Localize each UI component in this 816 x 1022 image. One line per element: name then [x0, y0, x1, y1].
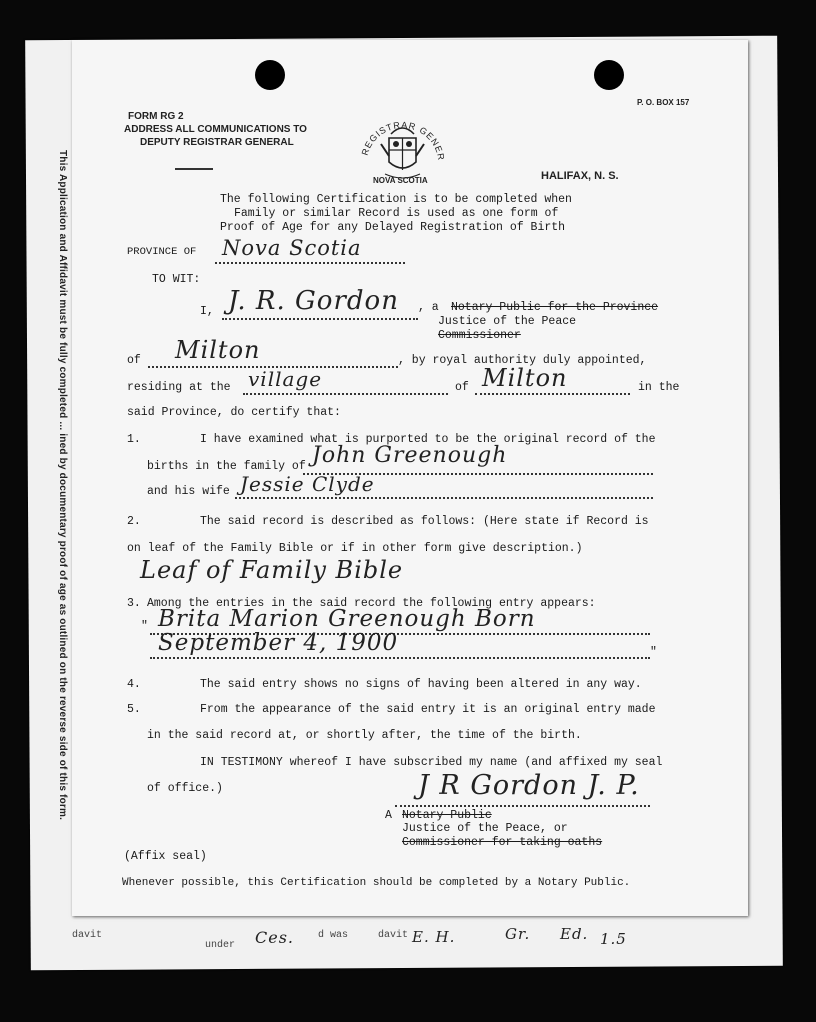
i-label: I, [200, 305, 214, 318]
item2-text: on leaf of the Family Bible or if in other form give description.) [127, 542, 583, 555]
notary-prefix: , a [418, 301, 439, 314]
strip-text: Ces. [255, 928, 295, 947]
side-note: This Application and Affidavit must be fully completed ... ined by documentary proof of age as outlined on the reverse side of this form. [57, 150, 68, 821]
po-box: P. O. BOX 157 [637, 98, 690, 107]
province-label: PROVINCE OF [127, 246, 197, 258]
sig-notary-struck: Notary Public [402, 809, 492, 822]
mother-name: Jessie Clyde [240, 472, 375, 496]
item3-text: 3. [127, 597, 141, 610]
strip-text: Ed. [560, 925, 589, 943]
item3-text: Among the entries in the said record the following entry appears: [147, 597, 596, 610]
divider [175, 168, 213, 170]
signature: J R Gordon J. P. [418, 770, 640, 801]
of-value: Milton [175, 336, 261, 364]
fill-line [243, 393, 448, 395]
justice-label: Justice of the Peace [438, 315, 577, 328]
svg-text:REGISTRAR GENERAL [355, 100, 446, 162]
close-quote: " [650, 646, 657, 659]
testimony-text: of office.) [147, 782, 223, 795]
father-name: John Greenough [312, 443, 508, 468]
footer-note: Whenever possible, this Certification should be completed by a Notary Public. [122, 877, 631, 889]
fill-line [150, 657, 650, 659]
strip-text: under [205, 940, 236, 951]
item-number: 5. [127, 703, 141, 716]
seal-text-top: REGISTRAR GENER [359, 119, 447, 162]
strip-text: 1.5 [600, 930, 627, 948]
item-number: 4. [127, 678, 141, 691]
notary-name: J. R. Gordon [228, 286, 399, 316]
address-line: DEPUTY REGISTRAR GENERAL [140, 137, 294, 148]
residing-label: residing at the [127, 381, 231, 394]
province-value: Nova Scotia [222, 236, 362, 260]
strip-text: d was [318, 930, 349, 941]
of2-label: of [455, 381, 469, 394]
residing-value: village [248, 367, 323, 391]
of2-value: Milton [482, 364, 568, 392]
entry-line2: September 4, 1900 [158, 630, 399, 656]
item5-text: in the said record at, or shortly after, the time of the birth. [147, 729, 582, 742]
item1-text: I have examined what is purported to be the original record of the [200, 433, 656, 446]
form-number: FORM RG 2 [128, 111, 184, 122]
address-line: ADDRESS ALL COMMUNICATIONS TO [124, 124, 307, 135]
fill-line [475, 393, 630, 395]
affix-seal: (Affix seal) [124, 850, 207, 863]
item2-text: The said record is described as follows: (Here state if Record is [200, 515, 649, 528]
sig-commissioner-struck: Commissioner for taking oaths [402, 836, 603, 849]
item4-text: The said entry shows no signs of having been altered in any way. [200, 678, 642, 691]
record-description: Leaf of Family Bible [140, 556, 404, 584]
wife-label: and his wife [147, 485, 230, 498]
to-wit: TO WIT: [152, 273, 201, 286]
in-the: in the [638, 381, 680, 394]
intro-line: The following Certification is to be completed when [220, 193, 572, 206]
said-province: said Province, do certify that: [127, 406, 341, 419]
fill-line [235, 497, 653, 499]
open-quote: " [141, 620, 148, 633]
signature-line [395, 805, 650, 807]
item1-births-label: births in the family of [147, 460, 306, 473]
sig-justice: Justice of the Peace, or [402, 822, 568, 835]
punch-hole [594, 60, 624, 90]
city: HALIFAX, N. S. [541, 170, 619, 182]
fill-line [222, 318, 418, 320]
item-number: 1. [127, 433, 141, 446]
intro-line: Family or similar Record is used as one form of [234, 207, 559, 220]
strip-text: davit [72, 930, 103, 941]
item5-text: From the appearance of the said entry it is an original entry made [200, 703, 656, 716]
strip-text: Gr. [505, 925, 531, 943]
commissioner-struck: Commissioner [438, 329, 521, 342]
royal-authority: , by royal authority duly appointed, [398, 354, 647, 367]
punch-hole [255, 60, 285, 90]
seal-text-bottom: NOVA SCOTIA [373, 176, 428, 185]
sig-a: A [385, 809, 392, 822]
strip-text: davit [378, 930, 409, 941]
testimony-text: IN TESTIMONY whereof I have subscribed my name (and affixed my seal [200, 756, 663, 769]
item-number: 2. [127, 515, 141, 528]
of-label: of [127, 354, 141, 367]
fill-line [215, 262, 405, 264]
strip-text: E. H. [412, 928, 456, 946]
intro-line: Proof of Age for any Delayed Registration of Birth [220, 221, 566, 234]
entry-line1: Brita Marion Greenough Born [158, 606, 536, 632]
notary-struck: Notary Public for the Province [451, 301, 659, 314]
